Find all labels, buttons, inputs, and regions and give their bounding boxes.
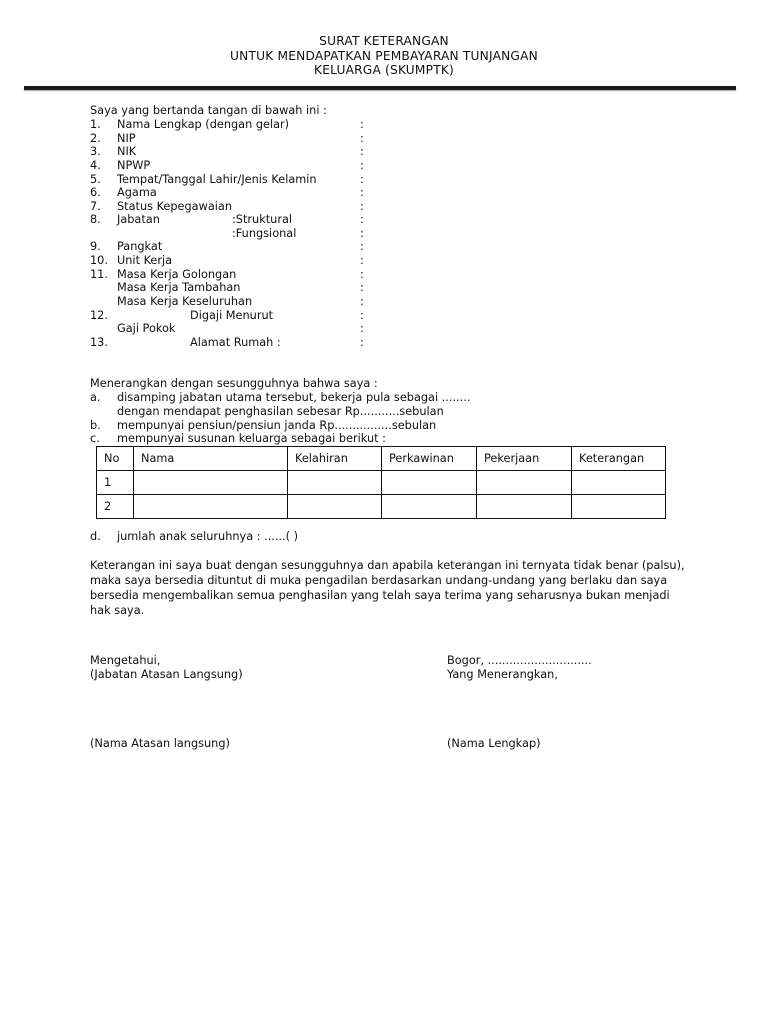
field-label: Masa Kerja Golongan xyxy=(117,268,237,281)
field-colon: : xyxy=(360,309,364,322)
statement-text: mempunyai pensiun/pensiun janda Rp................sebulan xyxy=(117,419,437,432)
field-colon: : xyxy=(360,240,364,253)
field-colon: : xyxy=(360,145,364,158)
closing-paragraph xyxy=(90,558,690,618)
item-d-letter: d. xyxy=(90,530,101,543)
table-row xyxy=(97,495,666,519)
statement-text: disamping jabatan utama tersebut, bekerja pula sebagai ........ xyxy=(117,391,471,404)
signature-left-line2: (Jabatan Atasan Langsung) xyxy=(90,668,243,681)
field-number: 9. xyxy=(90,240,101,253)
field-number: 6. xyxy=(90,186,101,199)
field-colon: : xyxy=(360,281,364,294)
field-number: 2. xyxy=(90,132,101,145)
paragraph-line: maka saya bersedia dituntut di muka pengadilan berdasarkan undang-undang yang berlaku dan saya xyxy=(90,574,668,587)
field-colon: : xyxy=(360,268,364,281)
field-label: Nama Lengkap (dengan gelar) xyxy=(117,118,290,131)
field-number: 3. xyxy=(90,145,101,158)
statement-text: dengan mendapat penghasilan sebesar Rp...........sebulan xyxy=(117,405,444,418)
field-number: 13. xyxy=(90,336,108,349)
column-header: Keterangan xyxy=(572,447,666,471)
field-colon: : xyxy=(360,118,364,131)
field-number: 10. xyxy=(90,254,108,267)
field-label: Unit Kerja xyxy=(117,254,173,267)
header-divider xyxy=(24,86,736,90)
field-label: Pangkat xyxy=(117,240,163,253)
table-cell: 1 xyxy=(97,471,134,495)
field-label: Status Kepegawaian xyxy=(117,200,232,213)
field-sub-label: :Struktural xyxy=(232,213,293,226)
title-line-2: UNTUK MENDAPATKAN PEMBAYARAN TUNJANGAN xyxy=(230,48,538,63)
field-label: NPWP xyxy=(117,159,151,172)
document-title xyxy=(0,34,768,78)
statement-letter: a. xyxy=(90,391,101,404)
column-header: Perkawinan xyxy=(382,447,477,471)
field-colon: : xyxy=(360,254,364,267)
column-header: No xyxy=(97,447,134,471)
field-colon: : xyxy=(360,295,364,308)
field-label: NIP xyxy=(117,132,136,145)
field-colon: : xyxy=(360,336,364,349)
field-number: 7. xyxy=(90,200,101,213)
field-label: Alamat Rumah : xyxy=(190,336,281,349)
field-number: 1. xyxy=(90,118,101,131)
table-cell xyxy=(288,471,382,495)
statement-intro: Menerangkan dengan sesungguhnya bahwa saya : xyxy=(90,377,378,390)
field-number: 4. xyxy=(90,159,101,172)
paragraph-line: Keterangan ini saya buat dengan sesungguhnya dan apabila keterangan ini ternyata tidak benar (palsu), xyxy=(90,559,685,572)
field-colon: : xyxy=(360,173,364,186)
statement-text: mempunyai susunan keluarga sebagai berikut : xyxy=(117,432,386,445)
table-cell xyxy=(572,495,666,519)
field-label: Gaji Pokok xyxy=(117,322,176,335)
field-number: 5. xyxy=(90,173,101,186)
field-colon: : xyxy=(360,322,364,335)
statement-letter: c. xyxy=(90,432,100,445)
signature-left-name: (Nama Atasan langsung) xyxy=(90,737,230,750)
field-colon: : xyxy=(360,132,364,145)
table-cell: 2 xyxy=(97,495,134,519)
field-label: Digaji Menurut xyxy=(190,309,274,322)
title-line-3: KELUARGA (SKUMPTK) xyxy=(314,63,454,77)
field-label: Jabatan xyxy=(117,213,160,226)
table-cell xyxy=(288,495,382,519)
field-label: Masa Kerja Keseluruhan xyxy=(117,295,253,308)
signature-left-line1: Mengetahui, xyxy=(90,654,161,667)
field-label: Tempat/Tanggal Lahir/Jenis Kelamin xyxy=(117,173,317,186)
signature-right-line1: Bogor, ............................. xyxy=(447,654,592,667)
intro-text: Saya yang bertanda tangan di bawah ini : xyxy=(90,104,327,117)
item-d-text: jumlah anak seluruhnya : ......( ) xyxy=(117,530,299,543)
table-cell xyxy=(477,495,572,519)
table-cell xyxy=(382,495,477,519)
field-sub-label: :Fungsional xyxy=(232,227,297,240)
title-line-1: SURAT KETERANGAN xyxy=(319,34,449,48)
family-table xyxy=(96,446,666,519)
signature-right-line2: Yang Menerangkan, xyxy=(447,668,558,681)
table-header-row xyxy=(97,447,666,471)
table-cell xyxy=(382,471,477,495)
table-cell xyxy=(477,471,572,495)
table-cell xyxy=(572,471,666,495)
field-colon: : xyxy=(360,159,364,172)
table-row xyxy=(97,471,666,495)
signature-right-name: (Nama Lengkap) xyxy=(447,737,541,750)
field-colon: : xyxy=(360,227,364,240)
field-label: Agama xyxy=(117,186,157,199)
field-colon: : xyxy=(360,213,364,226)
field-colon: : xyxy=(360,186,364,199)
paragraph-line: bersedia mengembalikan semua penghasilan yang telah saya terima yang seharusnya bukan menjadi xyxy=(90,589,670,602)
column-header: Nama xyxy=(134,447,288,471)
statement-letter: b. xyxy=(90,419,101,432)
paragraph-line: hak saya. xyxy=(90,604,145,617)
field-label: Masa Kerja Tambahan xyxy=(117,281,241,294)
field-number: 12. xyxy=(90,309,108,322)
table-cell xyxy=(134,471,288,495)
column-header: Pekerjaan xyxy=(477,447,572,471)
field-number: 11. xyxy=(90,268,108,281)
table-cell xyxy=(134,495,288,519)
field-label: NIK xyxy=(117,145,137,158)
column-header: Kelahiran xyxy=(288,447,382,471)
field-colon: : xyxy=(360,200,364,213)
field-number: 8. xyxy=(90,213,101,226)
